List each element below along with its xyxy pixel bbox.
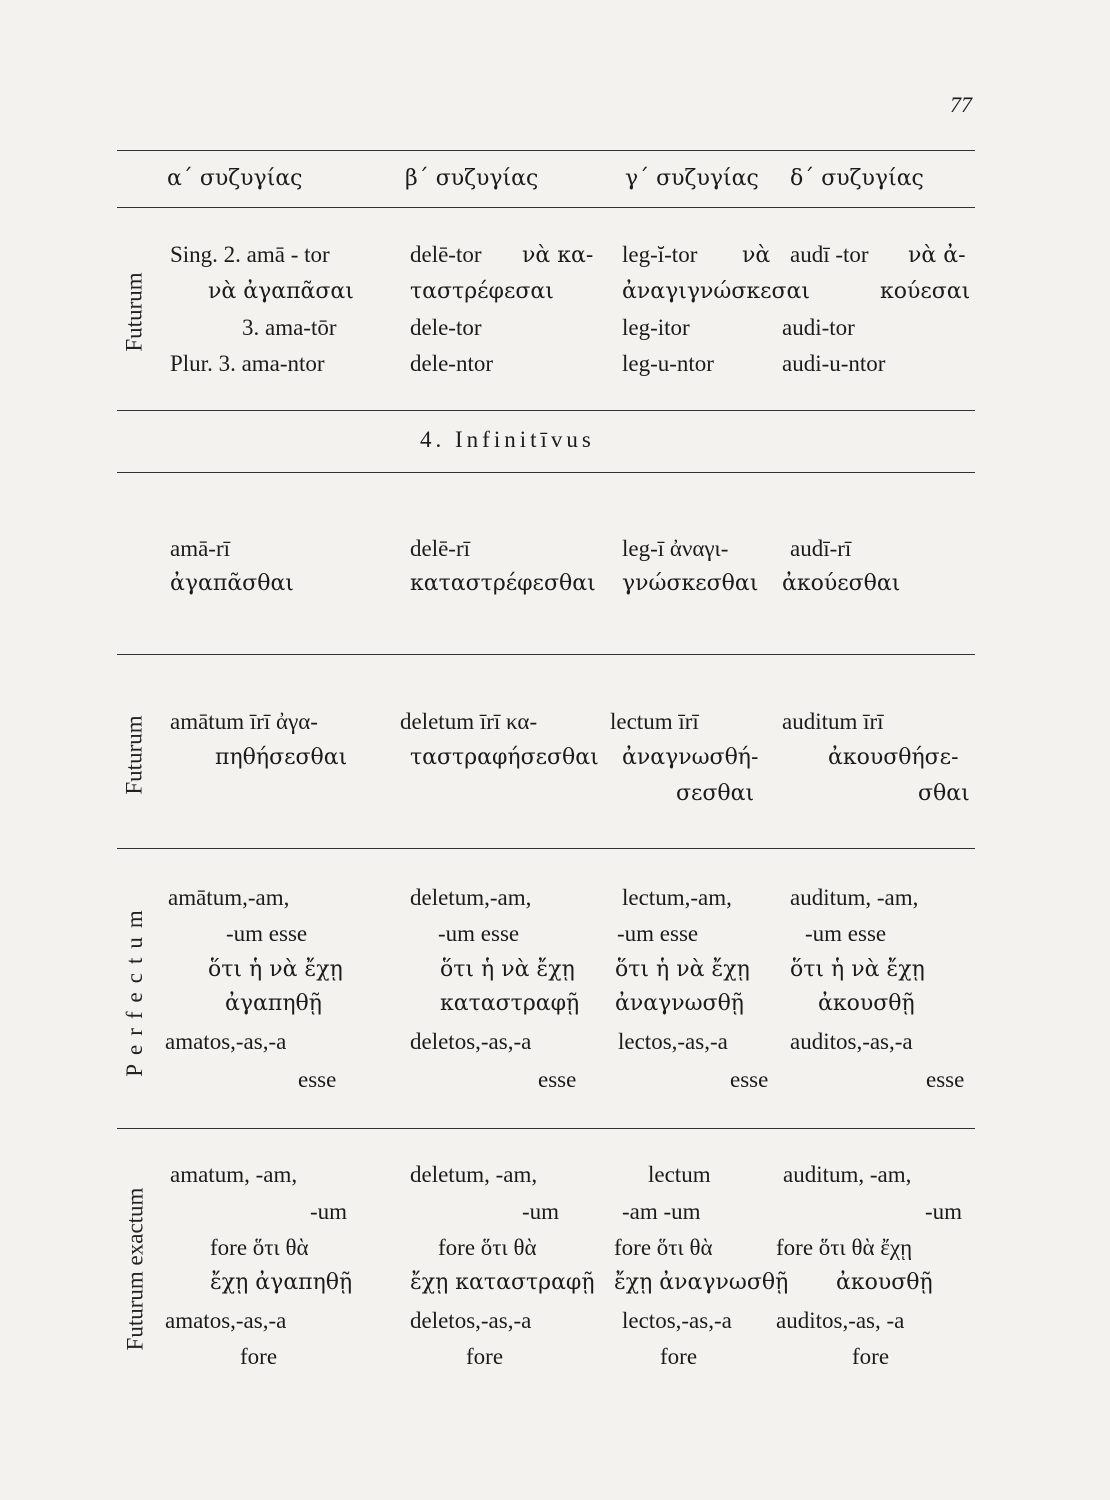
imp-fut-greek-c4: κούεσαι: [880, 279, 971, 304]
fex-c3-line5: lectos,-as,-a: [622, 1308, 732, 1333]
column-header-4: δ΄ συζυγίας: [790, 166, 924, 191]
fex-c2-line1: deletum, -am,: [410, 1162, 538, 1187]
perf-c2-line4: καταστραφῇ: [440, 991, 580, 1016]
imp-fut-greek-c3: ἀναγιγνώσκεσαι: [622, 279, 810, 304]
imp-fut-row1-c4b: νὰ ἀ-: [908, 243, 966, 268]
fex-c2-line5: deletos,-as,-a: [410, 1308, 532, 1333]
fex-c2-line4: ἔχῃ καταστραφῇ: [410, 1270, 595, 1295]
imp-fut-row2-c1: 3. ama-tōr: [242, 315, 337, 340]
section-title-infinitivus: 4. Infinitīvus: [420, 427, 595, 452]
perf-c2-line2: -um esse: [438, 921, 520, 946]
side-label-perfectum: Perfectum: [122, 901, 148, 1077]
fex-c4-line6: fore: [852, 1344, 890, 1369]
inf-fut-c4-l3: σθαι: [918, 781, 970, 806]
perf-c3-line3: ὅτι ἡ νὰ ἔχῃ: [615, 957, 750, 982]
fex-c3-line4: ἔχῃ ἀναγνωσθῇ: [614, 1270, 789, 1295]
fex-c1-line1: amatum, -am,: [170, 1162, 298, 1187]
perf-c4-line5: auditos,-as,-a: [790, 1029, 913, 1054]
fex-c2-line2: -um: [522, 1199, 560, 1224]
imp-fut-row1-c4a: audī -tor: [790, 242, 869, 267]
perf-c1-line4: ἀγαπηθῇ: [225, 991, 322, 1016]
inf-fut-c1-l1: amātum īrī ἀγα-: [170, 709, 318, 734]
inf-present-c3-lat: leg-ī ἀναγι-: [622, 536, 729, 561]
fex-c3-line2: -am -um: [622, 1199, 701, 1224]
fex-c1-line6: fore: [240, 1344, 278, 1369]
imp-fut-greek-c1: νὰ ἀγαπᾶσαι: [208, 279, 354, 304]
perf-c1-line2: -um esse: [226, 921, 308, 946]
page-number: 77: [950, 92, 972, 117]
perf-c4-line3: ὅτι ἡ νὰ ἔχῃ: [790, 957, 925, 982]
inf-fut-c3-l2: ἀναγνωσθή-: [622, 745, 759, 770]
perf-c2-line3: ὅτι ἡ νὰ ἔχῃ: [440, 957, 575, 982]
inf-fut-c1-l2: πηθήσεσθαι: [215, 745, 348, 770]
inf-present-c3-gr: γνώσκεσθαι: [622, 571, 759, 596]
imp-fut-row1-c3b: νὰ: [742, 243, 771, 268]
imp-fut-row2-c4: audi-tor: [782, 315, 855, 340]
imp-fut-row1-c1: Sing. 2. amā - tor: [170, 242, 330, 267]
perf-c4-line4: ἀκουσθῇ: [818, 991, 915, 1016]
side-label-futurum-exactum: Futurum exactum: [122, 1187, 148, 1351]
perf-c2-line1: deletum,-am,: [410, 885, 532, 910]
inf-present-c1-gr: ἀγαπᾶσθαι: [170, 571, 294, 596]
imp-fut-greek-c2: ταστρέφεσαι: [410, 279, 554, 304]
perf-c1-line5: amatos,-as,-a: [165, 1029, 287, 1054]
imp-fut-row3-c2: dele-ntor: [410, 351, 494, 376]
column-header-2: β΄ συζυγίας: [405, 166, 539, 191]
perf-c4-line1: auditum, -am,: [790, 885, 919, 910]
imp-fut-row3-c3: leg-u-ntor: [622, 351, 714, 376]
fex-c4-line5: auditos,-as, -a: [776, 1308, 905, 1333]
fex-c1-line2: -um: [310, 1199, 348, 1224]
inf-present-c2-gr: καταστρέφεσθαι: [410, 571, 596, 596]
imp-fut-row3-c4: audi-u-ntor: [782, 351, 886, 376]
imp-fut-row3-c1: Plur. 3. ama-ntor: [170, 351, 325, 376]
side-label-imperative-futurum: Futurum: [122, 272, 148, 352]
perf-c1-line3: ὅτι ἡ νὰ ἔχῃ: [208, 957, 343, 982]
rule-before-infinitivus: [117, 410, 975, 411]
fex-c1-line5: amatos,-as,-a: [165, 1308, 287, 1333]
perf-c2-line5: deletos,-as,-a: [410, 1029, 532, 1054]
fex-c3-line3: fore ὅτι θὰ: [614, 1235, 713, 1260]
rule-before-inf-futurum: [117, 654, 975, 655]
perf-c3-line4: ἀναγνωσθῇ: [615, 991, 744, 1016]
imp-fut-row2-c2: dele-tor: [410, 315, 482, 340]
inf-present-c1-lat: amā-rī: [170, 536, 231, 561]
fex-c1-line3: fore ὅτι θὰ: [210, 1235, 309, 1260]
imp-fut-row1-c2a: delē-tor: [410, 242, 482, 267]
imp-fut-row1-c2b: νὰ κα-: [522, 243, 594, 268]
fex-c2-line6: fore: [466, 1344, 504, 1369]
fex-c3-line6: fore: [660, 1344, 698, 1369]
side-label-inf-futurum: Futurum: [122, 715, 148, 795]
column-header-3: γ΄ συζυγίας: [625, 166, 759, 191]
perf-c1-line6: esse: [298, 1067, 337, 1092]
fex-c4-line1: auditum, -am,: [783, 1162, 912, 1187]
inf-present-c2-lat: delē-rī: [410, 536, 471, 561]
perf-c4-line2: -um esse: [805, 921, 887, 946]
perf-c3-line1: lectum,-am,: [622, 885, 732, 910]
inf-fut-c2-l2: ταστραφήσεσθαι: [410, 745, 599, 770]
imp-fut-row2-c3: leg-itor: [622, 315, 690, 340]
rule-header-bottom: [117, 207, 975, 208]
perf-c2-line6: esse: [538, 1067, 577, 1092]
inf-present-c4-gr: ἀκούεσθαι: [782, 571, 901, 596]
rule-before-perfectum: [117, 848, 975, 849]
inf-fut-c3-l1: lectum īrī: [610, 709, 699, 734]
perf-c3-line5: lectos,-as,-a: [618, 1029, 728, 1054]
column-header-1: α΄ συζυγίας: [167, 166, 303, 191]
fex-c4-line2: -um: [925, 1199, 963, 1224]
fex-c4-line3: fore ὅτι θὰ ἔχῃ: [776, 1235, 913, 1260]
perf-c4-line6: esse: [926, 1067, 965, 1092]
fex-c4-line4: ἀκουσθῇ: [836, 1270, 933, 1295]
inf-fut-c3-l3: σεσθαι: [676, 781, 755, 806]
inf-fut-c2-l1: deletum īrī κα-: [400, 709, 538, 734]
fex-c3-line1: lectum: [648, 1162, 711, 1187]
imp-fut-row1-c3a: leg-ĭ-tor: [622, 242, 698, 267]
inf-fut-c4-l1: auditum īrī: [782, 709, 884, 734]
rule-top: [117, 150, 975, 151]
perf-c1-line1: amātum,-am,: [168, 885, 290, 910]
perf-c3-line6: esse: [730, 1067, 769, 1092]
fex-c2-line3: fore ὅτι θὰ: [438, 1235, 537, 1260]
fex-c1-line4: ἔχῃ ἀγαπηθῇ: [210, 1270, 353, 1295]
perf-c3-line2: -um esse: [617, 921, 699, 946]
inf-fut-c4-l2: ἀκουσθήσε-: [828, 745, 959, 770]
rule-after-infinitivus-title: [117, 472, 975, 473]
inf-present-c4-lat: audī-rī: [790, 536, 852, 561]
rule-before-futurum-exactum: [117, 1128, 975, 1129]
